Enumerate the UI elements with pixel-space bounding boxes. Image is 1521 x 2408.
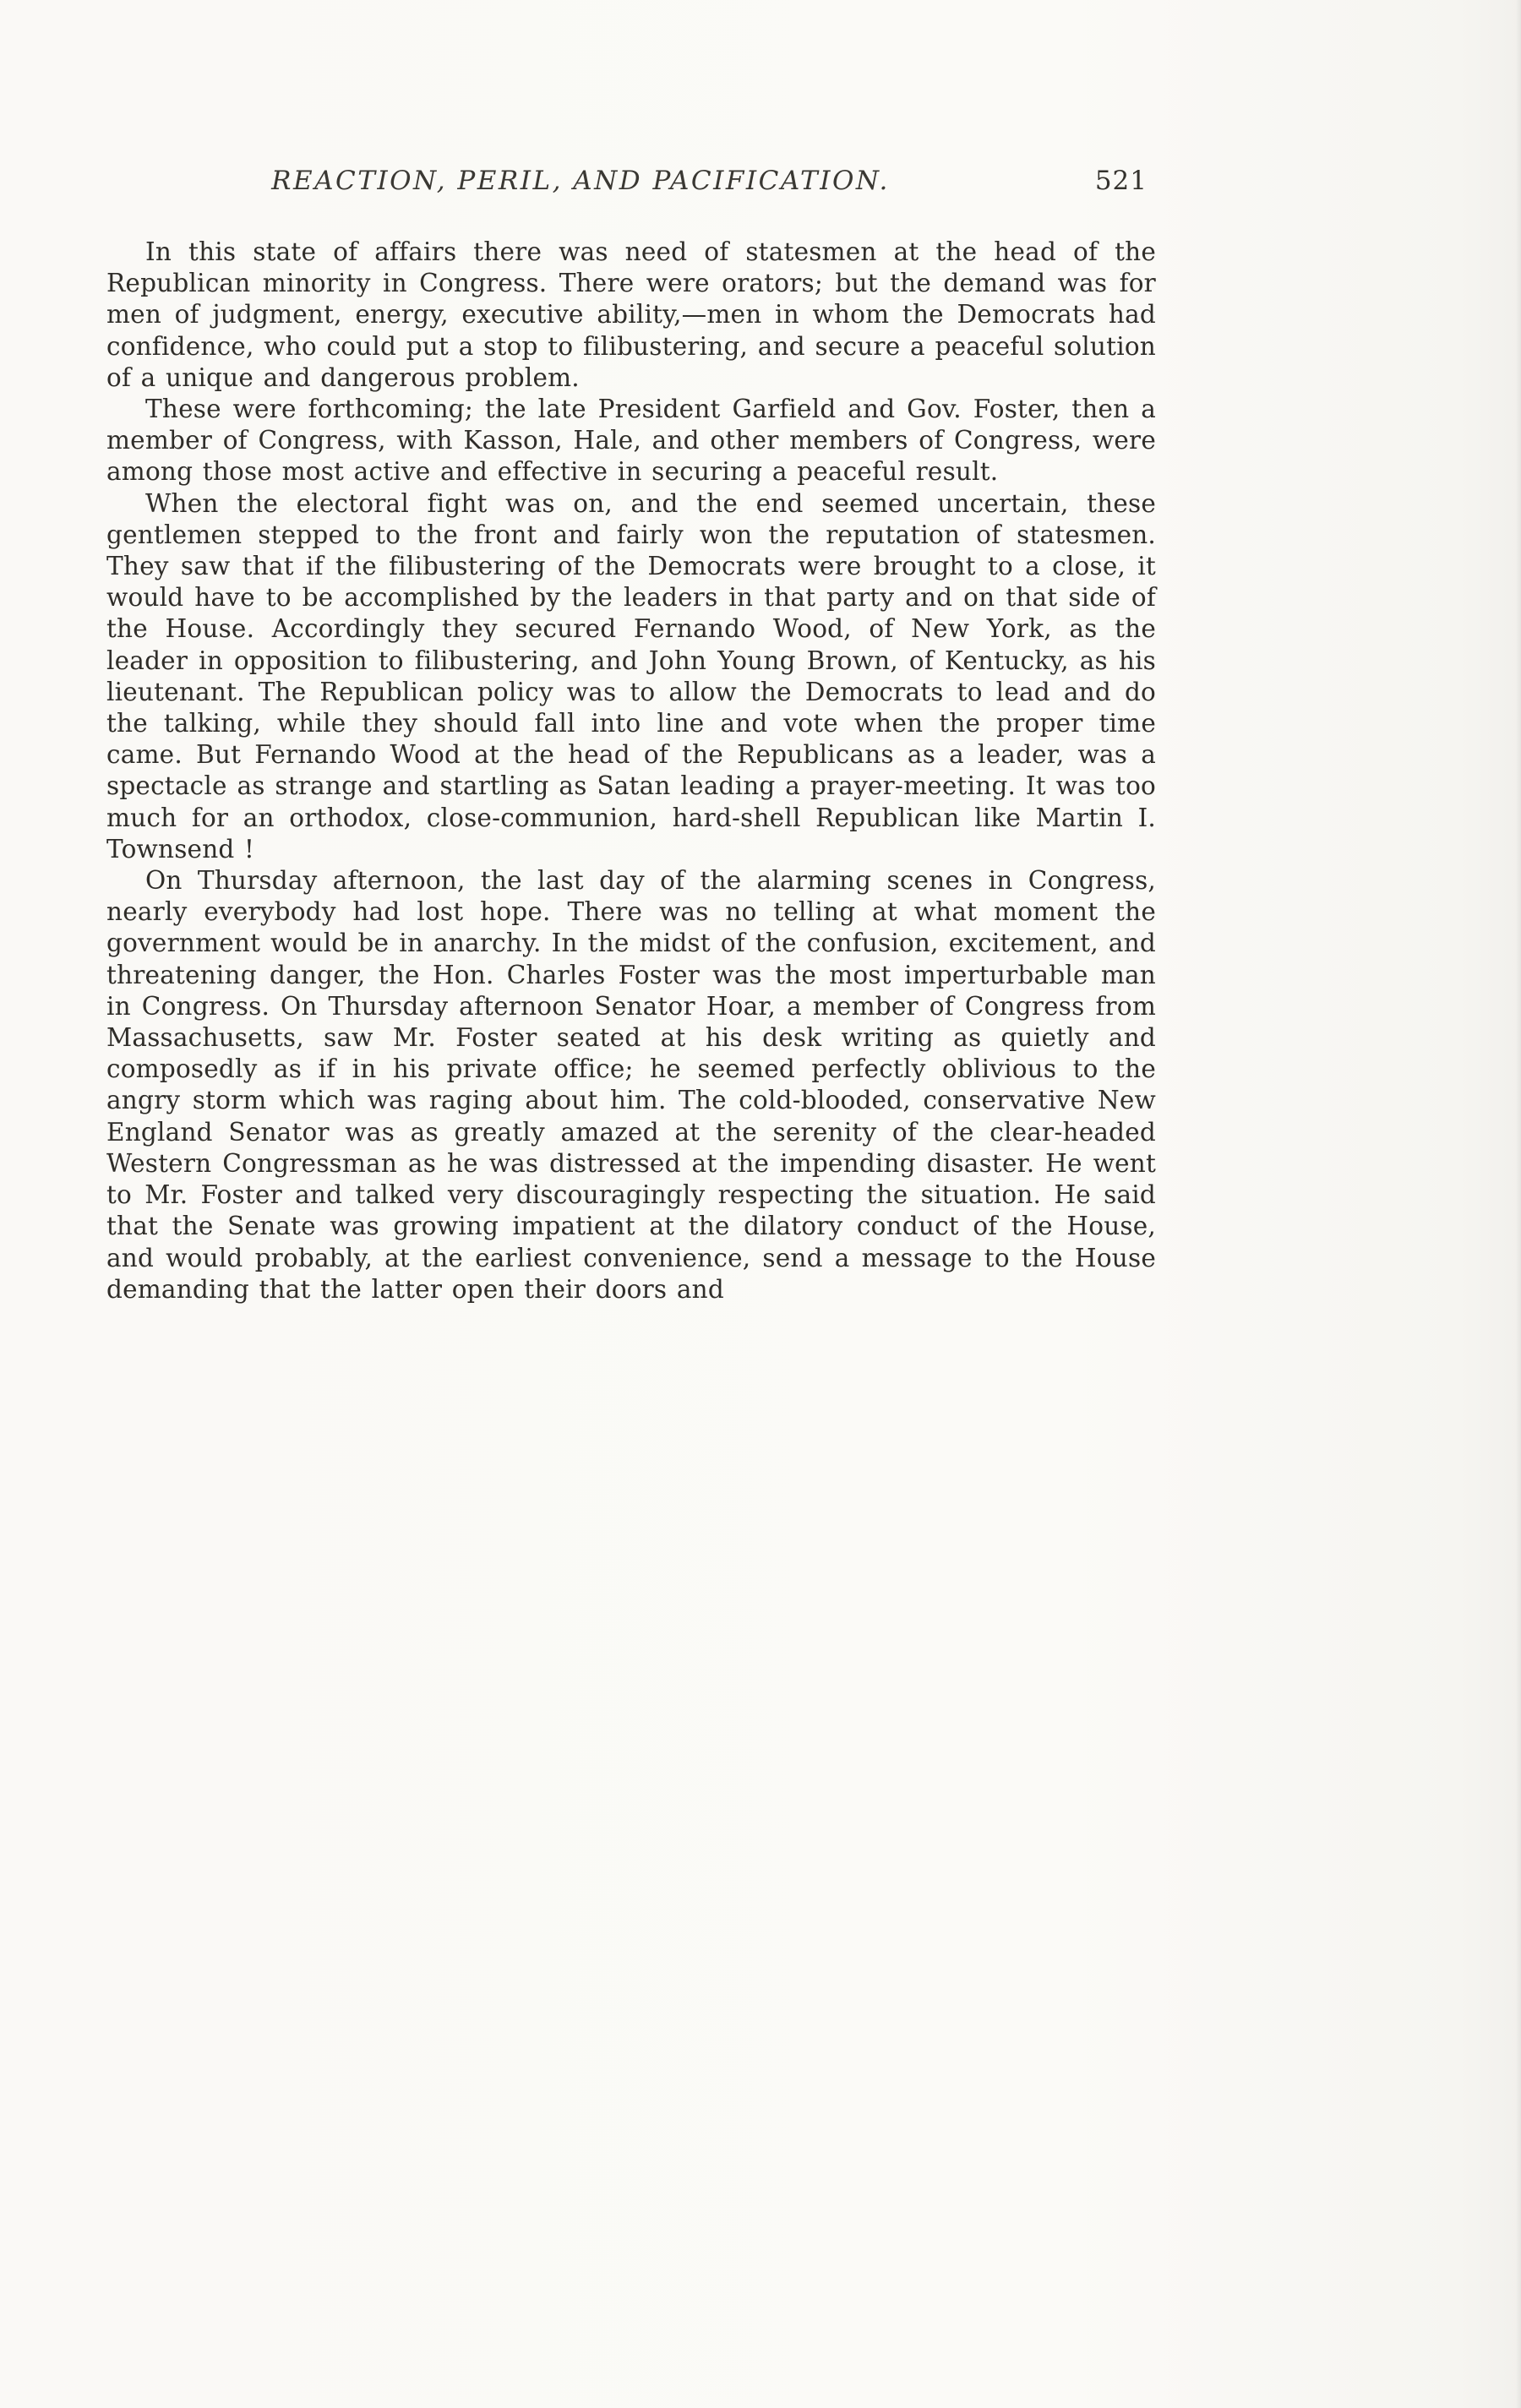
page-number: 521 — [1094, 166, 1148, 196]
paragraph: When the electoral fight was on, and the end seemed uncertain, these gentlemen stepped to the front and fairly won the reputation of statesmen. They saw that if the filibustering of the Democrats were brought to a close, it would have to be accomplished by the leaders in that party and on that side of the House. Accordingly they secured Fernando Wood, of New York, as the leader in opposition to filibustering, and John Young Brown, of Kentucky, as his lieutenant. The Republican policy was to allow the Democrats to lead and do the talking, while they should fall into line and vote when the proper time came. But Fernando Wood at the head of the Republicans as a leader, was a spectacle as strange and startling as Satan leading a prayer-meeting. It was too much for an orthodox, close-communion, hard-shell Republican like Martin I. Townsend ! — [106, 488, 1156, 864]
running-header-title: REACTION, PERIL, AND PACIFICATION. — [271, 166, 890, 196]
body-text — [106, 237, 1156, 1305]
text-block — [106, 166, 1156, 1305]
paragraph: These were forthcoming; the late President Garfield and Gov. Foster, then a member of Congress, with Kasson, Hale, and other members of Congress, were among those most active and effective in securing a peaceful result. — [106, 395, 1156, 487]
paragraph: In this state of affairs there was need of statesmen at the head of the Republican minority in Congress. There were orators; but the demand was for men of judgment, energy, executive ability,—men in whom the Democrats had confidence, who could put a stop to filibustering, and secure a peaceful solution of a unique and dangerous problem. — [106, 237, 1156, 392]
page-edge-shading — [1516, 0, 1521, 2408]
running-header — [106, 166, 1156, 213]
paragraph: On Thursday afternoon, the last day of the alarming scenes in Congress, nearly everybody had lost hope. There was no telling at what moment the government would be in anarchy. In the midst of the confusion, excitement, and threatening danger, the Hon. Charles Foster was the most imperturbable man in Congress. On Thursday afternoon Senator Hoar, a member of Congress from Massachusetts, saw Mr. Foster seated at his desk writing as quietly and composedly as if in his private office; he seemed perfectly oblivious to the angry storm which was raging about him. The cold-blooded, conservative New England Senator was as greatly amazed at the serenity of the clear-headed Western Congressman as he was distressed at the impending disaster. He went to Mr. Foster and talked very discouragingly respecting the situation. He said that the Senate was growing impatient at the dilatory conduct of the House, and would probably, at the earliest convenience, send a message to the House demanding that the latter open their doors and — [106, 866, 1156, 1304]
